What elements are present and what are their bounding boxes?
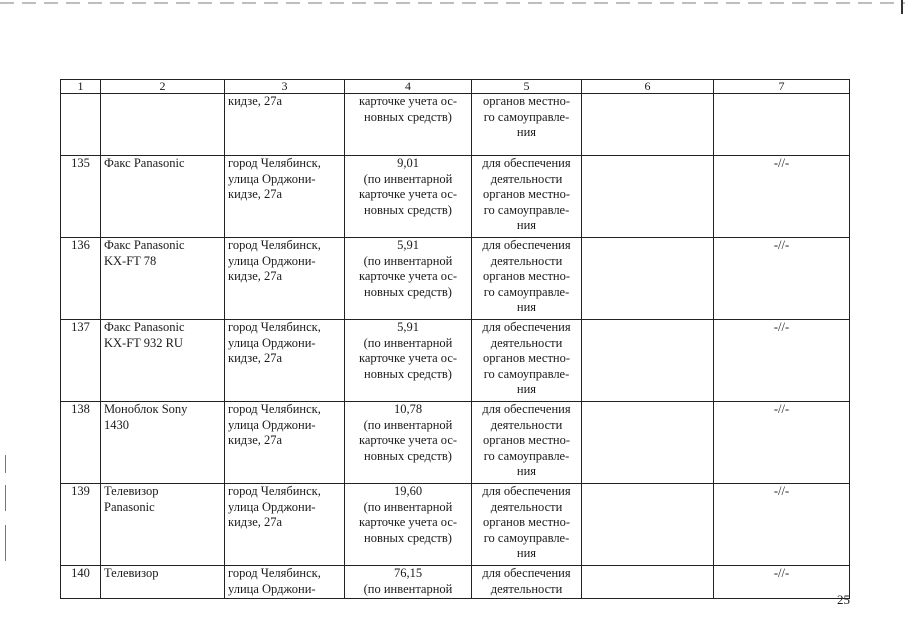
item-purpose: для обеспечения деятельности органов местно- го самоуправле- ния	[472, 238, 582, 320]
header-col-6: 6	[582, 80, 714, 94]
item-col6	[582, 566, 714, 599]
item-name: Моноблок Sony 1430	[101, 402, 225, 484]
table-row	[61, 566, 850, 599]
scan-top-dashes	[0, 2, 905, 4]
item-value: карточке учета ос- новных средств)	[345, 94, 472, 156]
item-address: город Челябинск, улица Орджони- кидзе, 27а	[225, 484, 345, 566]
row-number: 135	[61, 156, 101, 238]
item-value: 5,91 (по инвентарной карточке учета ос- новных средств)	[345, 320, 472, 402]
item-purpose: органов местно- го самоуправле- ния	[472, 94, 582, 156]
scan-left-tick	[5, 485, 6, 511]
row-number: 140	[61, 566, 101, 599]
inventory-table	[60, 79, 850, 599]
row-number: 138	[61, 402, 101, 484]
item-note: -//-	[714, 402, 850, 484]
table-row	[61, 484, 850, 566]
header-col-5: 5	[472, 80, 582, 94]
table-row	[61, 238, 850, 320]
item-address: город Челябинск, улица Орджони- кидзе, 27а	[225, 238, 345, 320]
item-purpose: для обеспечения деятельности	[472, 566, 582, 599]
header-col-7: 7	[714, 80, 850, 94]
item-note: -//-	[714, 238, 850, 320]
item-value: 9,01 (по инвентарной карточке учета ос- новных средств)	[345, 156, 472, 238]
item-col6	[582, 402, 714, 484]
item-address: город Челябинск, улица Орджони-	[225, 566, 345, 599]
item-name: Телевизор Panasonic	[101, 484, 225, 566]
item-value: 76,15 (по инвентарной	[345, 566, 472, 599]
item-purpose: для обеспечения деятельности органов местно- го самоуправле- ния	[472, 320, 582, 402]
item-address: город Челябинск, улица Орджони- кидзе, 27а	[225, 320, 345, 402]
item-col6	[582, 484, 714, 566]
item-col6	[582, 94, 714, 156]
header-col-4: 4	[345, 80, 472, 94]
row-number: 139	[61, 484, 101, 566]
table-header-row	[61, 80, 850, 94]
item-note: -//-	[714, 156, 850, 238]
item-note: -//-	[714, 484, 850, 566]
item-col6	[582, 320, 714, 402]
item-address: город Челябинск, улица Орджони- кидзе, 27а	[225, 402, 345, 484]
item-name: Факс Panasonic	[101, 156, 225, 238]
header-col-1: 1	[61, 80, 101, 94]
item-purpose: для обеспечения деятельности органов местно- го самоуправле- ния	[472, 156, 582, 238]
row-number: 136	[61, 238, 101, 320]
item-col6	[582, 238, 714, 320]
item-note	[714, 94, 850, 156]
item-name: Телевизор	[101, 566, 225, 599]
table-row	[61, 320, 850, 402]
item-note: -//-	[714, 566, 850, 599]
item-value: 19,60 (по инвентарной карточке учета ос- новных средств)	[345, 484, 472, 566]
table-row	[61, 156, 850, 238]
item-address: кидзе, 27а	[225, 94, 345, 156]
item-name: Факс Panasonic KX-FT 78	[101, 238, 225, 320]
scan-left-tick	[5, 455, 6, 473]
item-name	[101, 94, 225, 156]
item-note: -//-	[714, 320, 850, 402]
item-value: 10,78 (по инвентарной карточке учета ос- новных средств)	[345, 402, 472, 484]
scan-right-edge	[901, 0, 903, 14]
item-value: 5,91 (по инвентарной карточке учета ос- новных средств)	[345, 238, 472, 320]
table-row-continuation	[61, 94, 850, 156]
row-number	[61, 94, 101, 156]
page-number: 25	[837, 592, 850, 607]
item-purpose: для обеспечения деятельности органов местно- го самоуправле- ния	[472, 484, 582, 566]
item-col6	[582, 156, 714, 238]
scan-left-tick	[5, 525, 6, 561]
item-address: город Челябинск, улица Орджони- кидзе, 27а	[225, 156, 345, 238]
table-row	[61, 402, 850, 484]
item-purpose: для обеспечения деятельности органов местно- го самоуправле- ния	[472, 402, 582, 484]
item-name: Факс Panasonic KX-FT 932 RU	[101, 320, 225, 402]
row-number: 137	[61, 320, 101, 402]
header-col-2: 2	[101, 80, 225, 94]
header-col-3: 3	[225, 80, 345, 94]
